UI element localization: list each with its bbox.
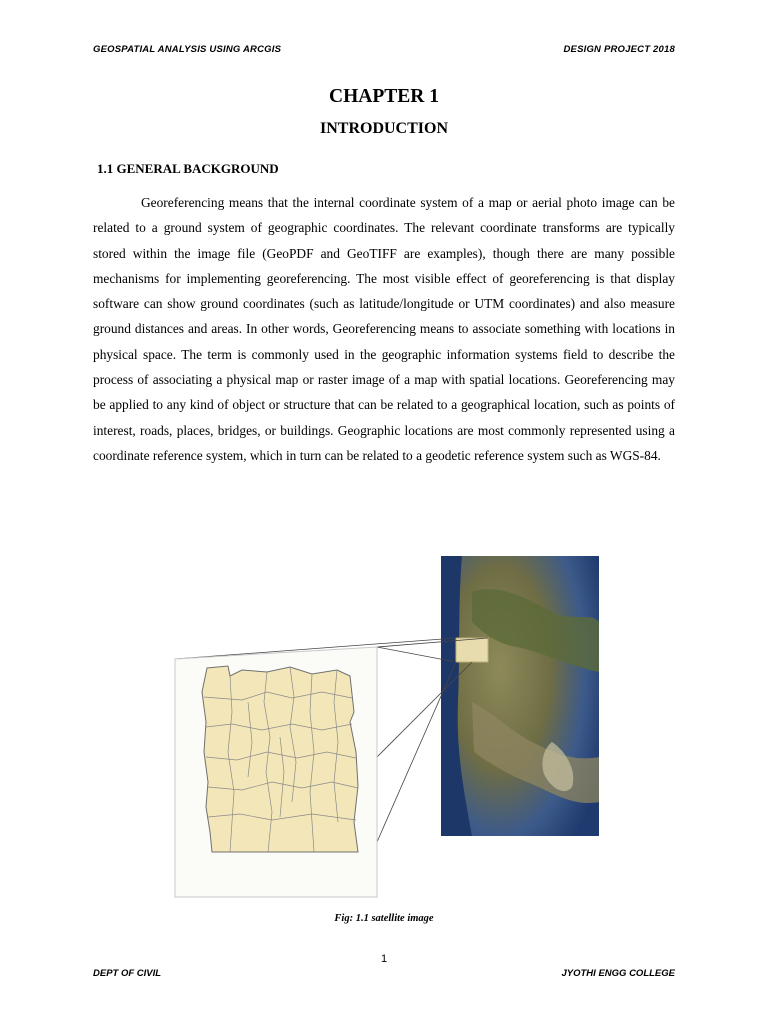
chapter-title: CHAPTER 1 <box>329 86 439 107</box>
georeferenced-area <box>456 638 488 662</box>
satellite-figure <box>172 552 600 904</box>
body-paragraph <box>93 190 675 468</box>
footer-college: JYOTHI ENGG COLLEGE <box>561 968 675 979</box>
georeferencing-illustration <box>172 552 600 904</box>
section-heading: 1.1 GENERAL BACKGROUND <box>97 161 279 176</box>
figure-caption: Fig: 1.1 satellite image <box>334 913 434 924</box>
body-paragraph-text: Georeferencing means that the internal coordinate system of a map or aerial photo image can be related to a ground system of geographic coordinates. The relevant coordinate transforms are typically stored within the image file (GeoPDF and GeoTIFF are examples), though there are many possible mechanisms for implementing georeferencing. The most visible effect of georeferencing is that display software can show ground coordinates (such as latitude/longitude or UTM coordinates) and also measure ground distances and areas. In other words, Georeferencing means to associate something with locations in physical space. The term is commonly used in the geographic information systems field to describe the process of associating a physical map or raster image of a map with spatial locations. Georeferencing may be applied to any kind of object or structure that can be related to a geographical location, such as points of interest, roads, places, bridges, or buildings. Geographic locations are most commonly represented using a coordinate reference system, which in turn can be related to a geodetic reference system such as WGS-84. <box>93 195 675 463</box>
page-number: 1 <box>380 953 388 965</box>
footer-department: DEPT OF CIVIL <box>93 968 162 979</box>
running-header-title: GEOSPATIAL ANALYSIS USING ARCGIS <box>93 44 282 55</box>
chapter-subtitle: INTRODUCTION <box>319 120 448 137</box>
running-header-project: DESIGN PROJECT 2018 <box>563 44 675 55</box>
